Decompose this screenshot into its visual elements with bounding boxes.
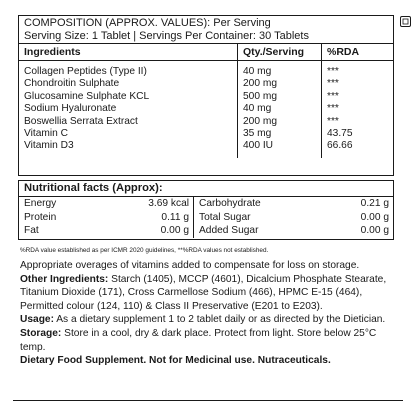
nutrient-value-2: 0.00 g: [360, 225, 389, 237]
overages-note: Appropriate overages of vitamins added to compensate for loss on storage.: [20, 260, 360, 271]
ingredient-row: [19, 116, 393, 128]
usage-text: As a dietary supplement 1 to 2 tablet daily or as directed by the Dietician.: [53, 314, 386, 326]
other-ingredients: [20, 273, 400, 314]
nutrient-value-2: 0.00 g: [360, 211, 389, 223]
bottom-divider: [13, 400, 403, 401]
ingredient-row: [19, 91, 393, 103]
ingredient-rda: ***: [322, 103, 394, 115]
ingredient-rda: 43.75: [322, 128, 394, 140]
ingredient-name: Sodium Hyaluronate: [24, 103, 117, 115]
ingredient-qty: 40 mg: [238, 103, 322, 115]
usage-label: Usage:: [20, 314, 54, 326]
header-rda: %RDA: [322, 44, 394, 61]
nutrient-name: Fat: [24, 225, 39, 237]
ingredient-row: [19, 128, 393, 140]
disclaimer: [20, 354, 400, 368]
nutrient-name-2: Added Sugar: [194, 224, 311, 238]
rda-footnote: %RDA value established as per ICMR 2020 guidelines, **%RDA values not established.: [20, 247, 269, 254]
ingredient-qty: 400 IU: [238, 140, 322, 152]
nutrient-value: 3.69 kcal: [148, 198, 189, 209]
ingredients-table: [19, 43, 393, 158]
storage-label: Storage:: [20, 327, 62, 339]
nutrient-value-2: 0.21 g: [360, 198, 389, 209]
ingredient-rda: ***: [322, 66, 394, 78]
ingredient-name: Chondroitin Sulphate: [24, 78, 120, 90]
ingredient-row: [19, 140, 393, 152]
label-text: [20, 259, 400, 368]
nutrition-row: [19, 224, 393, 238]
storage-text: Store in a cool, dry & dark place. Protect from light. Store below 25°C temp.: [20, 327, 377, 353]
ingredient-qty: 500 mg: [238, 91, 322, 103]
usage: [20, 313, 400, 327]
ingredient-rda: 66.66: [322, 140, 394, 152]
ingredient-rda: ***: [322, 91, 394, 103]
ingredient-qty: 200 mg: [238, 116, 322, 128]
header-ingredients: Ingredients: [19, 44, 238, 61]
nutrient-name: Protein: [24, 211, 57, 223]
composition-title: COMPOSITION (APPROX. VALUES): Per Serving: [24, 17, 271, 29]
ingredient-qty: 40 mg: [238, 66, 322, 78]
disclaimer-text: Dietary Food Supplement. Not for Medicinal use. Nutraceuticals.: [20, 355, 331, 367]
registered-square-icon: [400, 14, 411, 25]
ingredient-name: Boswellia Serrata Extract: [24, 115, 138, 127]
nutrient-name: Energy: [24, 198, 57, 209]
nutrient-value: 0.11 g: [161, 211, 189, 223]
other-ingredients-label: Other Ingredients:: [20, 273, 109, 285]
nutrition-panel: [18, 180, 394, 240]
other-ingredients-text: Starch (1405), MCCP (4601), Dicalcium Phosphate Stearate, Titanium Dioxide (171), Cross Carmellose Sodium (466), HPMC E-15 (464), Permitted colour (124, 110) & Class II Preservative (E201 to E203).: [20, 273, 387, 312]
serving-info: Serving Size: 1 Tablet | Servings Per Container: 30 Tablets: [24, 30, 309, 42]
storage: [20, 327, 400, 354]
nutrition-row: [19, 211, 393, 225]
nutrition-row: [19, 197, 393, 211]
nutrition-body: [19, 197, 393, 238]
ingredient-name: Collagen Peptides (Type II): [24, 66, 147, 77]
ingredient-name: Glucosamine Sulphate KCL: [24, 90, 150, 102]
composition-panel: [18, 15, 394, 176]
ingredients-header-row: [19, 44, 393, 61]
ingredient-name: Vitamin D3: [24, 140, 74, 152]
ingredients-body: [19, 66, 393, 153]
ingredient-row: [19, 103, 393, 115]
nutrient-name-2: Carbohydrate: [194, 197, 311, 211]
ingredient-row: [19, 78, 393, 90]
nutrient-value: 0.00 g: [160, 225, 189, 237]
ingredient-qty: 200 mg: [238, 78, 322, 90]
ingredient-row: [19, 66, 393, 78]
ingredient-qty: 35 mg: [238, 128, 322, 140]
ingredient-rda: ***: [322, 116, 394, 128]
ingredient-name: Vitamin C: [24, 128, 68, 140]
nutrition-title: Nutritional facts (Approx):: [19, 181, 393, 197]
ingredient-rda: ***: [322, 78, 394, 90]
nutrient-name-2: Total Sugar: [194, 211, 311, 225]
header-qty: Qty./Serving: [238, 44, 322, 61]
nutrition-table: [19, 197, 393, 238]
